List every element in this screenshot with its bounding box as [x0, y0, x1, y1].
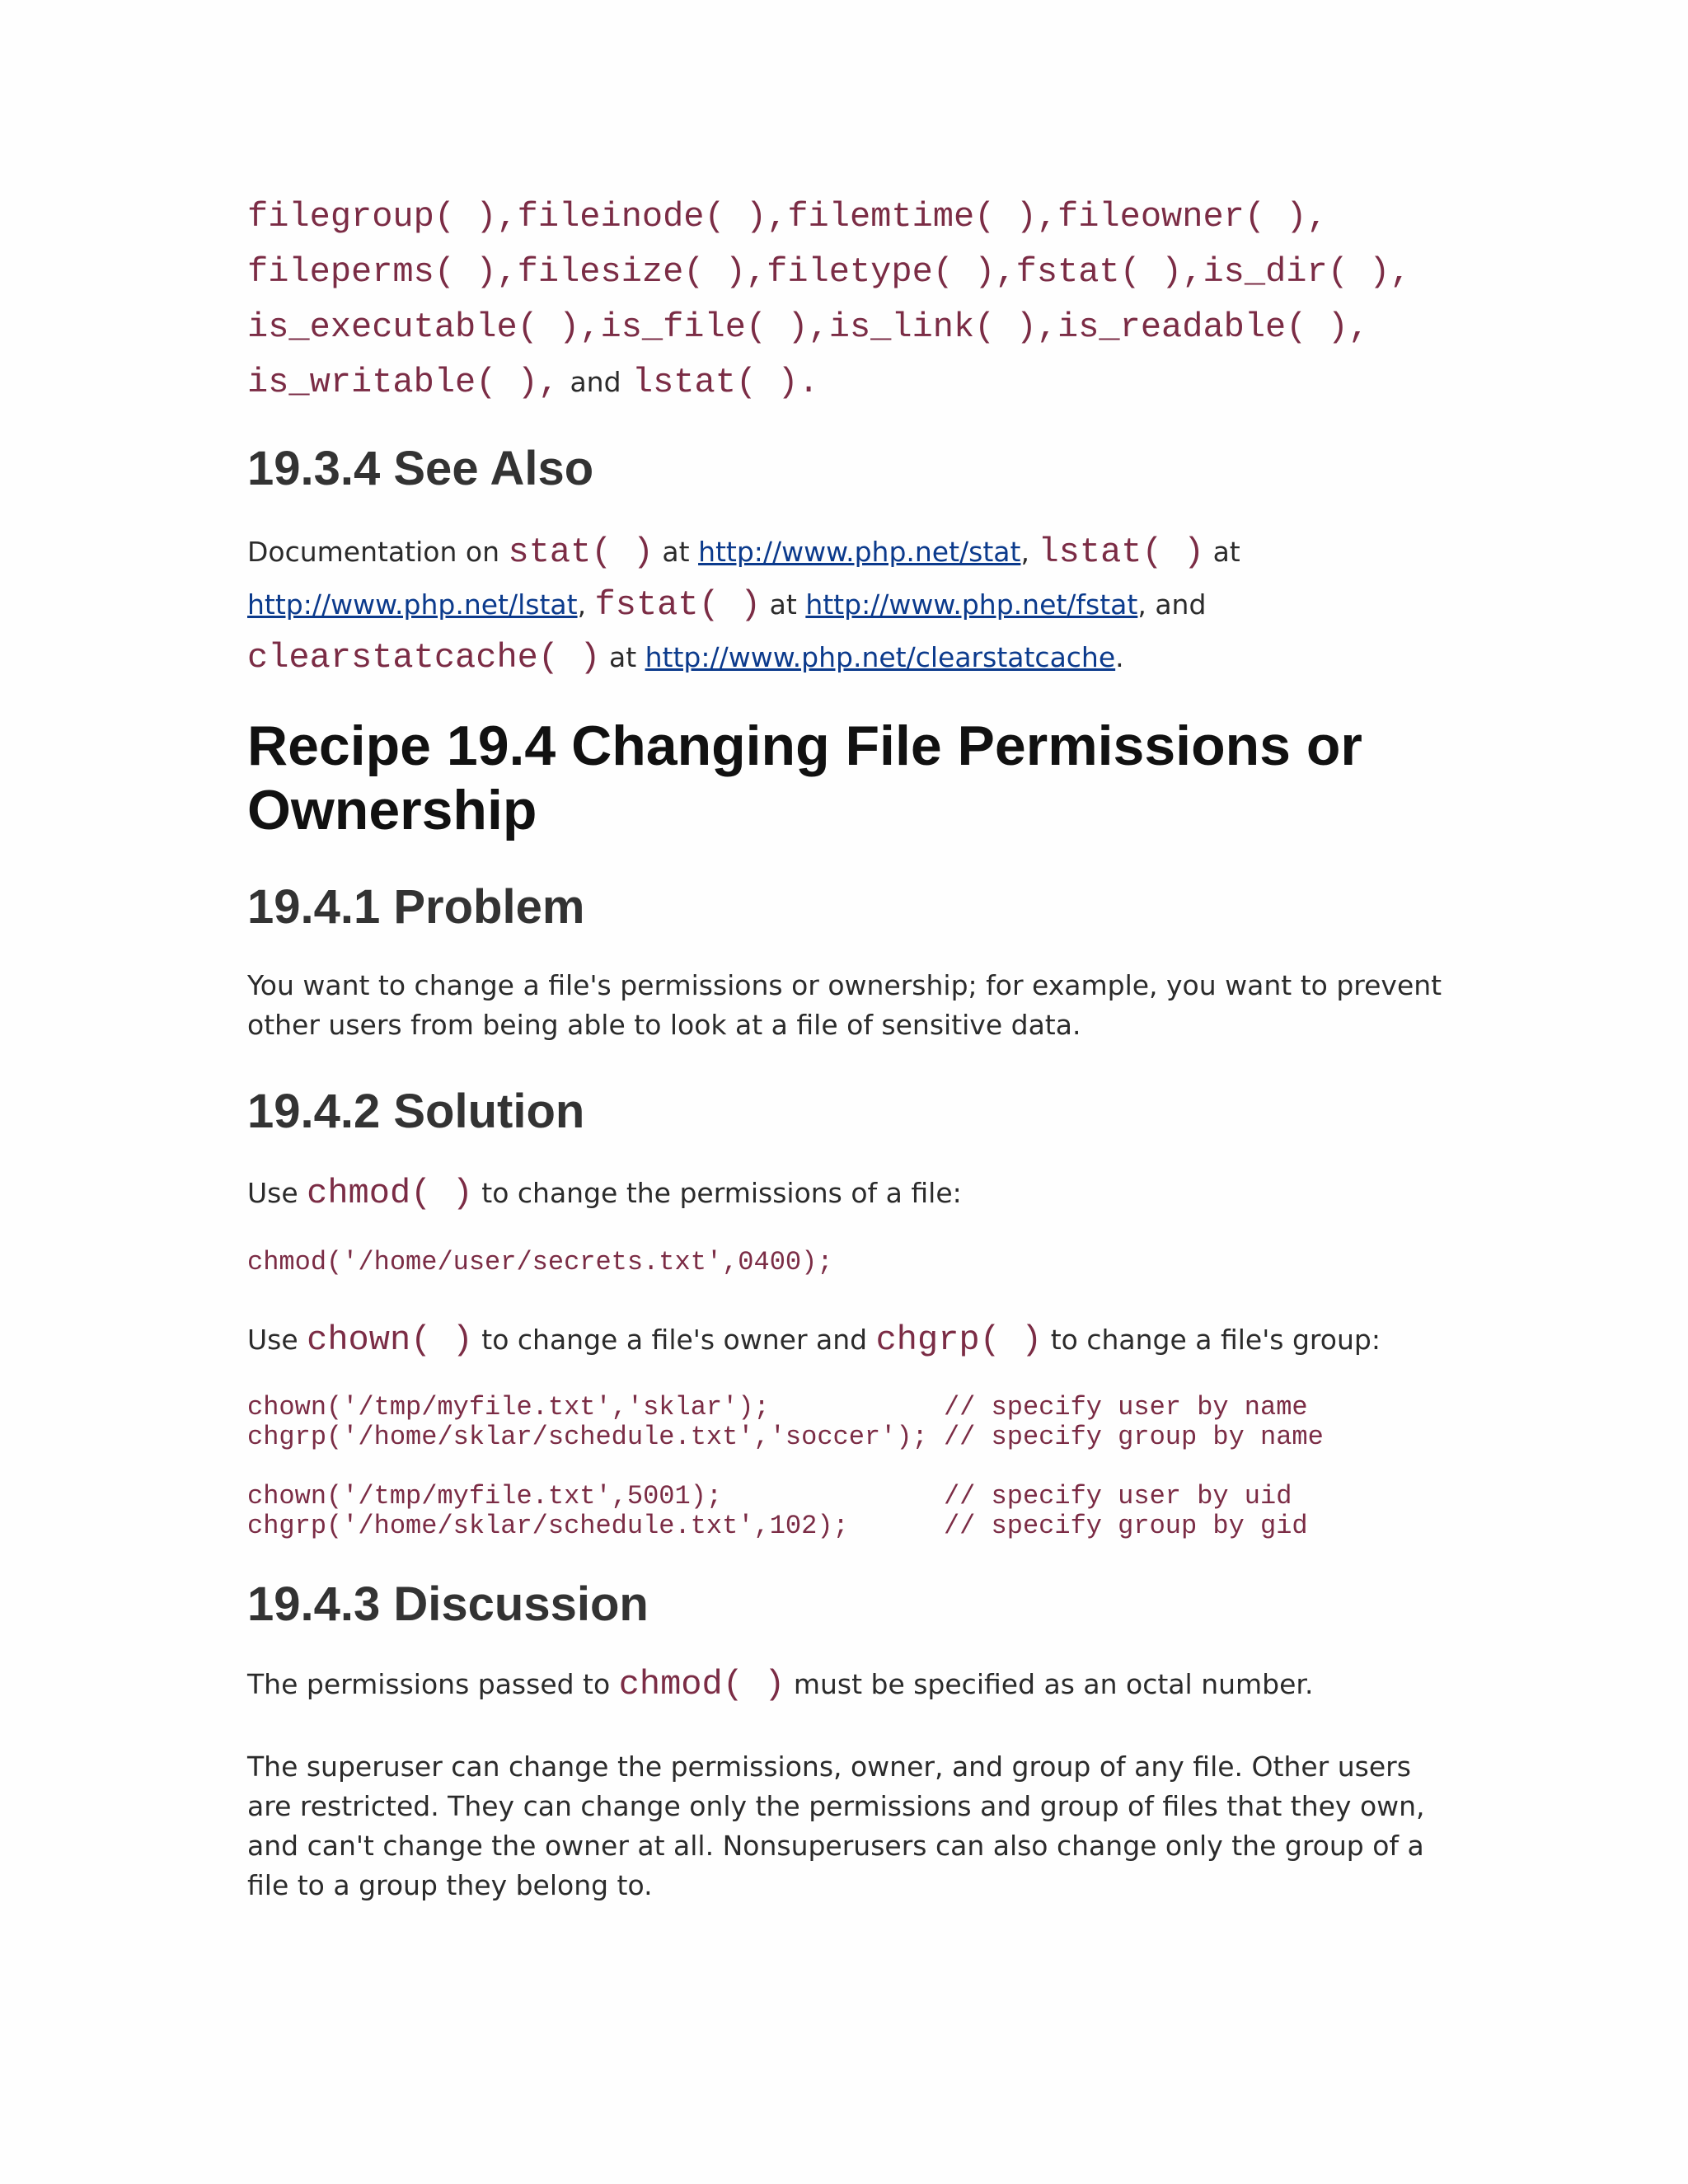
separator: , [1306, 197, 1328, 237]
see-also-paragraph [247, 526, 1451, 684]
function-name: is_executable( ) [247, 307, 580, 347]
discussion-paragraph-1 [247, 1665, 1451, 1704]
text: to change a file's owner and [472, 1324, 876, 1356]
heading-problem: 19.4.1 Problem [247, 880, 585, 934]
separator: , [1348, 307, 1370, 347]
discussion-paragraph-2: The superuser can change the permissions, owner, and group of any file. Other users are restricted. They can change only the permissions and group of files that they own, and can't change the owner at all. Nonsuperusers can also change only the group of a file to a group they belong to. [247, 1750, 1425, 1901]
separator: , [496, 197, 518, 237]
function-name: is_writable( ) [247, 363, 538, 402]
inline-code: stat( ) [508, 532, 654, 572]
function-name: is_dir( ) [1203, 252, 1390, 292]
problem-paragraph: You want to change a file's permissions or ownership; for example, you want to prevent other users from being able to look at a file of sensitive data. [247, 969, 1442, 1041]
text: at [1204, 536, 1240, 568]
code-block-chmod: chmod('/home/user/secrets.txt',0400); [247, 1247, 833, 1277]
recipe-title: Recipe 19.4 Changing File Permissions or Ownership [247, 715, 1362, 841]
inline-code: lstat( ) [1038, 532, 1205, 572]
separator: , [745, 252, 767, 292]
heading-see-also: 19.3.4 See Also [247, 442, 594, 495]
function-name: lstat( ) [631, 363, 799, 402]
text: The permissions passed to [247, 1668, 619, 1700]
separator: , [579, 307, 601, 347]
text: at [600, 641, 645, 673]
list-end: . [798, 363, 819, 402]
separator: , [496, 252, 518, 292]
function-name: fstat( ) [1015, 252, 1183, 292]
separator: , [1036, 307, 1058, 347]
function-name: fileowner( ) [1057, 197, 1307, 237]
function-name: filemtime( ) [787, 197, 1037, 237]
text: , [1020, 536, 1039, 568]
text: Use [247, 1324, 307, 1356]
separator: , [537, 363, 560, 402]
text: at [653, 536, 699, 568]
text: , and [1137, 588, 1207, 621]
separator: , [995, 252, 1016, 292]
inline-code: chgrp( ) [875, 1320, 1043, 1360]
text: must be specified as an octal number. [785, 1668, 1314, 1700]
text: Use [247, 1177, 307, 1209]
solution-paragraph-2 [247, 1320, 1451, 1360]
conjunction: and [570, 366, 621, 398]
link-stat-docs[interactable]: http://www.php.net/stat [698, 536, 1021, 568]
function-name: filegroup( ) [247, 197, 497, 237]
heading-discussion: 19.4.3 Discussion [247, 1577, 649, 1631]
function-name: is_file( ) [600, 307, 809, 347]
function-name: fileinode( ) [517, 197, 767, 237]
link-fstat-docs[interactable]: http://www.php.net/fstat [805, 588, 1138, 621]
heading-solution: 19.4.2 Solution [247, 1085, 585, 1138]
separator: , [1036, 197, 1058, 237]
inline-code: chown( ) [307, 1320, 473, 1360]
inline-code: fstat( ) [594, 585, 762, 625]
function-name: filesize( ) [517, 252, 746, 292]
function-name: is_readable( ) [1057, 307, 1348, 347]
solution-paragraph-1 [247, 1174, 1451, 1213]
link-clearstatcache-docs[interactable]: http://www.php.net/clearstatcache [645, 641, 1116, 673]
link-lstat-docs[interactable]: http://www.php.net/lstat [247, 588, 578, 621]
page-content [247, 188, 1451, 1905]
function-list [247, 188, 1451, 409]
inline-code: chmod( ) [618, 1665, 785, 1704]
text: , [577, 588, 595, 621]
separator: , [808, 307, 829, 347]
function-name: filetype( ) [767, 252, 996, 292]
text: . [1115, 641, 1124, 673]
text: Documentation on [247, 536, 509, 568]
separator: , [767, 197, 788, 237]
text: at [761, 588, 806, 621]
function-name: is_link( ) [828, 307, 1037, 347]
text: to change the permissions of a file: [472, 1177, 962, 1209]
separator: , [1390, 252, 1411, 292]
code-block-chown-chgrp: chown('/tmp/myfile.txt','sklar'); // specify user by name chgrp('/home/sklar/schedule.txt','soccer'); // specify group by name chown('/tmp/myfile.txt',5001); // specify user by uid chgrp('/home/sklar/schedule.txt',102); // specify group by gid [247, 1392, 1324, 1541]
function-name: fileperms( ) [247, 252, 497, 292]
text: to change a file's group: [1042, 1324, 1381, 1356]
inline-code: chmod( ) [307, 1174, 473, 1213]
inline-code: clearstatcache( ) [247, 638, 601, 677]
separator: , [1182, 252, 1203, 292]
